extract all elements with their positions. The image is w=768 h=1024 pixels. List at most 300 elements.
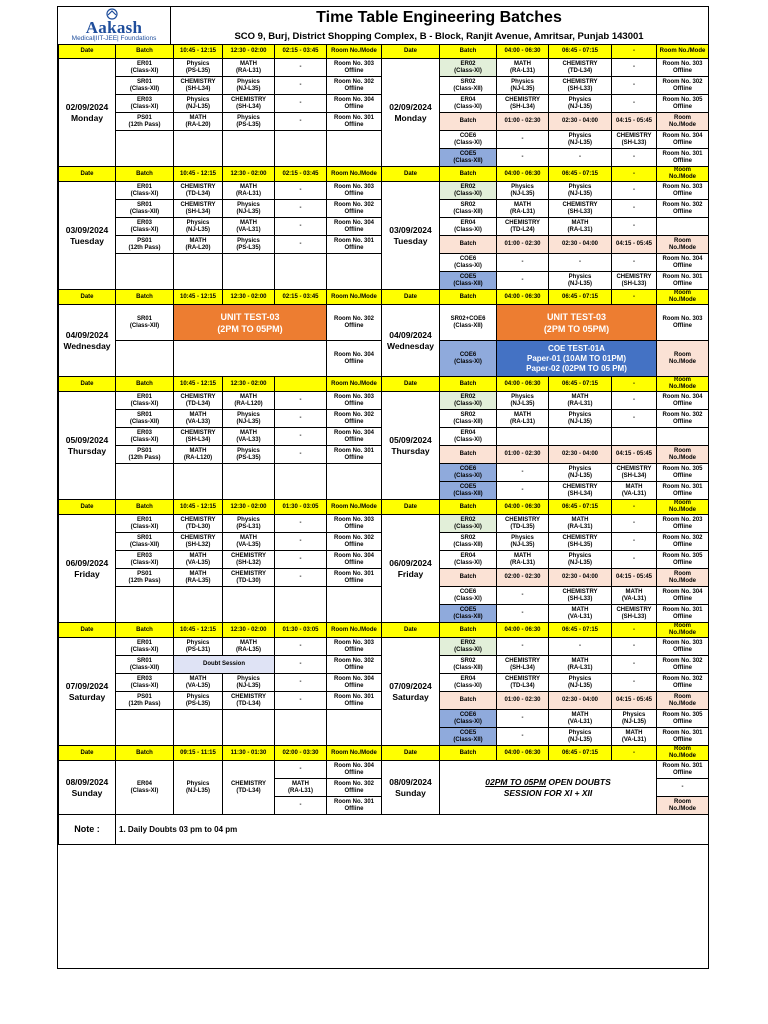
class-cell: - (549, 638, 612, 656)
batch-cell: ER02 (Class-XI) (440, 638, 497, 656)
room-cell: Room No. 303 Offline (327, 59, 382, 77)
batch-cell: COE6 (Class-XI) (440, 131, 497, 149)
column-header: 02:15 - 03:45 (275, 290, 327, 305)
column-header: Room No./Mode (657, 623, 709, 638)
table-row (59, 392, 709, 410)
empty-cell (116, 131, 174, 167)
class-cell: CHEMISTRY (SH-L34) (497, 656, 549, 674)
slot-header-cell: 01:00 - 02:30 (497, 692, 549, 710)
batch-cell: PS01 (12th Pass) (116, 236, 174, 254)
doubt-session-cell: Doubt Session (174, 656, 275, 674)
column-header: Room No./Mode (657, 500, 709, 515)
class-cell: CHEMISTRY (TD-L30) (223, 569, 275, 587)
column-header: 12:30 - 02:00 (223, 377, 275, 392)
room-cell: Room No. 301 Offline (657, 272, 709, 290)
batch-cell: ER02 (Class-XI) (440, 392, 497, 410)
class-cell: MATH (VA-L31) (612, 482, 657, 500)
day-date-cell (59, 305, 116, 377)
weekday-text: Wednesday (386, 340, 435, 351)
class-cell: Physics (NJ-L35) (174, 95, 223, 113)
weekday-text: Monday (394, 112, 427, 123)
day-header-row (59, 746, 709, 761)
class-cell: Physics (NJ-L35) (497, 182, 549, 200)
empty-cell (223, 710, 275, 746)
date-text: 04/09/2024 (389, 329, 432, 340)
room-cell: Room No. 303 Offline (327, 392, 382, 410)
weekday-text: Thursday (391, 445, 430, 456)
room-cell: Room No. 305 Offline (657, 551, 709, 569)
batch-cell: ER02 (Class-XI) (440, 59, 497, 77)
batch-cell: ER01 (Class-XI) (116, 515, 174, 533)
column-header: Batch (116, 623, 174, 638)
weekday-text: Tuesday (393, 235, 428, 246)
batch-cell: ER02 (Class-XI) (440, 182, 497, 200)
class-cell: - (612, 95, 657, 113)
day-date-cell (59, 638, 116, 746)
table-row (59, 638, 709, 656)
class-cell: - (275, 797, 327, 815)
empty-cell (174, 587, 223, 623)
empty-cell (275, 587, 327, 623)
column-header: Batch (440, 500, 497, 515)
column-header: 04:00 - 06:30 (497, 500, 549, 515)
class-cell: - (612, 533, 657, 551)
date-text: 06/09/2024 (65, 557, 109, 568)
column-header: Date (382, 377, 440, 392)
table-row (59, 59, 709, 77)
column-header: 10:45 - 12:15 (174, 623, 223, 638)
class-cell: - (275, 638, 327, 656)
room-cell: Room No. 303 Offline (657, 182, 709, 200)
class-cell: CHEMISTRY (SH-L34) (174, 428, 223, 446)
slot-header-cell: 01:00 - 02:30 (497, 446, 549, 464)
class-cell: - (275, 674, 327, 692)
column-header: 06:45 - 07:15 (549, 377, 612, 392)
batch-cell: ER03 (Class-XI) (116, 428, 174, 446)
room-cell: Room No. 301 Offline (327, 113, 382, 131)
batch-cell: ER04 (Class-XI) (440, 428, 497, 446)
class-cell: - (612, 656, 657, 674)
room-cell: Room No. 303 Offline (327, 182, 382, 200)
column-header: 01:30 - 03:05 (275, 623, 327, 638)
batch-cell: ER02 (Class-XI) (440, 515, 497, 533)
column-header: Date (382, 167, 440, 182)
column-header: 04:00 - 06:30 (497, 377, 549, 392)
class-cell: Physics (NJ-L35) (223, 674, 275, 692)
class-cell: - (497, 131, 549, 149)
class-cell: Physics (NJ-L35) (174, 761, 223, 815)
column-header: 02:00 - 03:30 (275, 746, 327, 761)
slot-header-cell: 01:00 - 02:30 (497, 236, 549, 254)
class-cell: CHEMISTRY (SH-L34) (223, 95, 275, 113)
room-cell: Room No. 304 Offline (327, 95, 382, 113)
class-cell: MATH (RA-L120) (223, 392, 275, 410)
empty-cell (116, 464, 174, 500)
class-cell: CHEMISTRY (SH-L34) (174, 200, 223, 218)
column-header: Batch (440, 45, 497, 59)
column-header: 06:45 - 07:15 (549, 500, 612, 515)
table-row (59, 515, 709, 533)
batch-cell: ER03 (Class-XI) (116, 95, 174, 113)
batch-cell: ER01 (Class-XI) (116, 638, 174, 656)
room-cell: Room No./Mode (657, 341, 709, 377)
class-cell: - (275, 182, 327, 200)
class-cell: - (497, 587, 549, 605)
batch-cell: COE5 (Class-XII) (440, 272, 497, 290)
weekday-text: Sunday (71, 787, 103, 798)
class-cell: - (275, 692, 327, 710)
weekday-text: Tuesday (70, 235, 104, 246)
room-cell: Room No. 301 Offline (327, 569, 382, 587)
batch-cell: ER04 (Class-XI) (116, 761, 174, 815)
sheet-header (58, 7, 708, 45)
batch-cell: SR02+COE6 (Class-XII) (440, 305, 497, 341)
class-cell: Physics (NJ-L35) (549, 551, 612, 569)
slot-header-cell: 02:30 - 04:00 (549, 446, 612, 464)
table-row (59, 761, 709, 779)
batch-cell: ER01 (Class-XI) (116, 392, 174, 410)
class-cell: MATH (RA-L31) (497, 410, 549, 428)
class-cell: Physics (PS-L31) (223, 515, 275, 533)
empty-cell (223, 131, 275, 167)
room-cell: Room No. 304 Offline (657, 254, 709, 272)
column-header: 12:30 - 02:00 (223, 623, 275, 638)
slot-header-cell: 04:15 - 05:45 (612, 236, 657, 254)
class-cell: CHEMISTRY (SH-L34) (612, 464, 657, 482)
room-cell: Room No. 304 Offline (657, 392, 709, 410)
slot-header-cell: Room No./Mode (657, 446, 709, 464)
column-header: Batch (116, 500, 174, 515)
slot-header-cell: Room No./Mode (657, 113, 709, 131)
batch-cell: PS01 (12th Pass) (116, 692, 174, 710)
room-cell: Room No. 303 Offline (657, 305, 709, 341)
column-header: Batch (116, 746, 174, 761)
column-header: 04:00 - 06:30 (497, 45, 549, 59)
room-cell: Room No. 301 Offline (327, 446, 382, 464)
class-cell: - (612, 551, 657, 569)
class-cell: - (612, 638, 657, 656)
class-cell: CHEMISTRY (SH-L33) (612, 272, 657, 290)
room-cell: Room No. 302 Offline (657, 533, 709, 551)
column-header: Room No./Mode (327, 45, 382, 59)
class-cell: CHEMISTRY (SH-L33) (612, 605, 657, 623)
column-header: - (612, 377, 657, 392)
slot-header-cell: 04:15 - 05:45 (612, 692, 657, 710)
unit-test-cell: UNIT TEST-03 (2PM TO 05PM) (174, 305, 327, 341)
date-text: 07/09/2024 (389, 680, 432, 691)
room-cell: Room No. 301 Offline (657, 149, 709, 167)
class-cell: - (275, 533, 327, 551)
date-text: 06/09/2024 (389, 557, 432, 568)
room-cell: Room No. 305 Offline (657, 464, 709, 482)
class-cell: CHEMISTRY (SH-L32) (223, 551, 275, 569)
column-header: Batch (440, 746, 497, 761)
slot-header-cell: Batch (440, 113, 497, 131)
column-header: - (612, 167, 657, 182)
class-cell: - (275, 515, 327, 533)
class-cell: CHEMISTRY (TD-L30) (174, 515, 223, 533)
column-header: Date (382, 746, 440, 761)
column-header: Batch (116, 290, 174, 305)
empty-cell (174, 464, 223, 500)
weekday-text: Thursday (67, 445, 107, 456)
empty-cell (174, 131, 223, 167)
class-cell: - (612, 410, 657, 428)
slot-header-cell: 02:30 - 04:00 (549, 692, 612, 710)
class-cell: CHEMISTRY (SH-L34) (497, 95, 549, 113)
batch-cell: SR01 (Class-XII) (116, 77, 174, 95)
column-header: 01:30 - 03:05 (275, 500, 327, 515)
class-cell: MATH (RA-L31) (497, 59, 549, 77)
weekday-text: Sunday (395, 787, 426, 798)
slot-header-cell: Batch (440, 692, 497, 710)
class-cell: CHEMISTRY (TD-L34) (497, 674, 549, 692)
column-header: 06:45 - 07:15 (549, 167, 612, 182)
class-cell: MATH (VA-L31) (612, 587, 657, 605)
empty-cell (174, 254, 223, 290)
room-cell: Room No. 301 Offline (327, 797, 382, 815)
class-cell: MATH (RA-L35) (174, 569, 223, 587)
class-cell: - (275, 446, 327, 464)
column-header: Date (59, 290, 116, 305)
room-cell: Room No. 302 Offline (327, 305, 382, 341)
column-header: Date (382, 623, 440, 638)
column-header: Room No./Mode (657, 377, 709, 392)
column-header: Room No./Mode (657, 290, 709, 305)
column-header: - (612, 45, 657, 59)
page-title: Time Table Engineering Batches (316, 9, 562, 26)
column-header: Date (382, 290, 440, 305)
column-header: 10:45 - 12:15 (174, 167, 223, 182)
batch-cell: ER04 (Class-XI) (440, 674, 497, 692)
column-header: 09:15 - 11:15 (174, 746, 223, 761)
column-header (275, 377, 327, 392)
class-cell: CHEMISTRY (SH-L33) (549, 77, 612, 95)
empty-cell (116, 254, 174, 290)
slot-header-cell: Batch (440, 446, 497, 464)
date-text: 07/09/2024 (65, 680, 109, 691)
batch-cell: SR01 (Class-XII) (116, 533, 174, 551)
column-header: 10:45 - 12:15 (174, 45, 223, 59)
class-cell: Physics (NJ-L35) (497, 392, 549, 410)
slot-header-cell: Batch (440, 236, 497, 254)
column-header: 02:15 - 03:45 (275, 167, 327, 182)
timetable (58, 44, 709, 845)
day-date-cell (382, 305, 440, 377)
day-date-cell (382, 182, 440, 290)
column-header: 04:00 - 06:30 (497, 167, 549, 182)
class-cell: - (275, 656, 327, 674)
class-cell: - (612, 77, 657, 95)
column-header: Date (59, 500, 116, 515)
column-header: Room No./Mode (327, 290, 382, 305)
class-cell: MATH (RA-L31) (223, 59, 275, 77)
column-header: Room No./Mode (327, 746, 382, 761)
column-header: Room No./Mode (657, 167, 709, 182)
room-cell (657, 218, 709, 236)
class-cell: MATH (VA-L35) (174, 674, 223, 692)
class-cell: - (275, 113, 327, 131)
logo-subtitle: Medical|IIT-JEE| Foundations (71, 35, 157, 42)
class-cell: CHEMISTRY (TD-L24) (497, 218, 549, 236)
column-header: Batch (116, 167, 174, 182)
class-cell: - (497, 728, 549, 746)
date-text: 03/09/2024 (389, 224, 432, 235)
batch-cell: PS01 (12th Pass) (116, 113, 174, 131)
note-text: 1. Daily Doubts 03 pm to 04 pm (116, 815, 709, 845)
room-cell: - (657, 779, 709, 797)
column-header: Batch (440, 377, 497, 392)
room-cell: Room No. 302 Offline (327, 200, 382, 218)
class-cell: - (549, 254, 612, 272)
class-cell: MATH (VA-L33) (174, 410, 223, 428)
room-cell: Room No. 305 Offline (657, 95, 709, 113)
column-header: Batch (440, 167, 497, 182)
batch-cell: SR01 (Class-XII) (116, 656, 174, 674)
open-doubts-time: 02PM TO 05PM (485, 776, 547, 787)
class-cell: Physics (PS-L35) (223, 236, 275, 254)
batch-cell: COE6 (Class-XI) (440, 587, 497, 605)
weekday-text: Wednesday (63, 340, 111, 351)
class-cell: Physics (NJ-L35) (549, 410, 612, 428)
class-cell: - (275, 569, 327, 587)
column-header: 10:45 - 12:15 (174, 500, 223, 515)
logo-brand-text: Aakash (85, 18, 143, 37)
class-cell: Physics (NJ-L35) (223, 410, 275, 428)
room-cell: Room No. 203 Offline (657, 515, 709, 533)
weekday-text: Saturday (392, 691, 429, 702)
class-cell: CHEMISTRY (SH-L35) (549, 533, 612, 551)
slot-header-cell: 02:00 - 02:30 (497, 569, 549, 587)
class-cell: MATH (VA-L33) (223, 428, 275, 446)
class-cell: MATH (RA-L35) (223, 638, 275, 656)
class-cell: MATH (RA-L31) (497, 200, 549, 218)
class-cell: CHEMISTRY (SH-L33) (549, 587, 612, 605)
batch-cell: ER04 (Class-XI) (440, 551, 497, 569)
batch-cell: COE5 (Class-XII) (440, 728, 497, 746)
batch-cell: COE6 (Class-XI) (440, 464, 497, 482)
class-cell: CHEMISTRY (TD-L34) (174, 182, 223, 200)
class-cell: - (275, 59, 327, 77)
class-cell: - (497, 605, 549, 623)
class-cell: - (275, 77, 327, 95)
batch-cell: SR01 (Class-XII) (116, 200, 174, 218)
class-cell: Physics (NJ-L35) (549, 131, 612, 149)
class-cell: MATH (RA-L31) (549, 515, 612, 533)
class-cell: MATH (VA-L35) (223, 533, 275, 551)
class-cell: - (497, 149, 549, 167)
slot-header-cell: 02:30 - 04:00 (549, 569, 612, 587)
class-cell: MATH (RA-L31) (497, 551, 549, 569)
batch-cell: SR01 (Class-XII) (116, 305, 174, 341)
room-cell: Room No. 302 Offline (657, 410, 709, 428)
column-header: Room No./Mode (327, 500, 382, 515)
day-date-cell (59, 59, 116, 167)
column-header: 04:00 - 06:30 (497, 746, 549, 761)
empty-cell (275, 254, 327, 290)
class-cell: MATH (RA-L20) (174, 113, 223, 131)
class-cell: MATH (VA-L31) (549, 710, 612, 728)
class-cell: - (275, 428, 327, 446)
class-cell: - (549, 149, 612, 167)
class-cell: MATH (RA-L120) (174, 446, 223, 464)
class-cell: - (275, 392, 327, 410)
batch-cell: SR02 (Class-XII) (440, 200, 497, 218)
class-cell: - (275, 218, 327, 236)
class-cell: - (275, 95, 327, 113)
open-doubts-text: OPEN DOUBTS SESSION FOR XI + XII (503, 776, 611, 798)
empty-cell (327, 587, 382, 623)
weekday-text: Monday (70, 112, 104, 123)
batch-cell: ER01 (Class-XI) (116, 182, 174, 200)
batch-cell: SR02 (Class-XII) (440, 410, 497, 428)
class-cell: - (275, 551, 327, 569)
batch-cell: ER03 (Class-XI) (116, 674, 174, 692)
class-cell: - (275, 236, 327, 254)
column-header: - (612, 290, 657, 305)
column-header: Batch (440, 623, 497, 638)
class-cell: Physics (NJ-L35) (497, 77, 549, 95)
column-header: 06:45 - 07:15 (549, 746, 612, 761)
room-cell: Room No. 304 Offline (657, 131, 709, 149)
day-date-cell (59, 515, 116, 623)
empty-cell (223, 464, 275, 500)
column-header: Room No./Mode (327, 167, 382, 182)
batch-cell: SR02 (Class-XII) (440, 77, 497, 95)
day-header-row (59, 623, 709, 638)
slot-header-cell: Room No./Mode (657, 692, 709, 710)
class-cell: CHEMISTRY (SH-L33) (549, 200, 612, 218)
weekday-text: Saturday (68, 691, 106, 702)
column-header: Batch (440, 290, 497, 305)
open-doubts-cell (440, 761, 657, 815)
date-text: 05/09/2024 (389, 434, 432, 445)
class-cell: Physics (NJ-L35) (612, 710, 657, 728)
empty-cell (223, 587, 275, 623)
empty-cell (174, 341, 327, 377)
batch-cell: SR01 (Class-XII) (116, 410, 174, 428)
column-header: - (612, 746, 657, 761)
batch-cell: COE5 (Class-XII) (440, 482, 497, 500)
batch-cell: ER03 (Class-XI) (116, 218, 174, 236)
class-cell: - (497, 254, 549, 272)
room-cell: Room No. 303 Offline (327, 515, 382, 533)
date-text: 08/09/2024 (389, 776, 432, 787)
empty-cell (327, 710, 382, 746)
class-cell: - (612, 200, 657, 218)
column-header: 10:45 - 12:15 (174, 290, 223, 305)
room-cell: Room No. 301 Offline (657, 482, 709, 500)
room-cell (657, 428, 709, 446)
room-cell: Room No. 304 Offline (657, 587, 709, 605)
batch-cell: PS01 (12th Pass) (116, 569, 174, 587)
column-header: 06:45 - 07:15 (549, 45, 612, 59)
batch-cell: PS01 (12th Pass) (116, 446, 174, 464)
class-cell: MATH (RA-L31) (223, 182, 275, 200)
room-cell: Room No. 301 Offline (657, 728, 709, 746)
column-header: 04:00 - 06:30 (497, 290, 549, 305)
column-header: 11:30 - 01:30 (223, 746, 275, 761)
batch-cell: SR02 (Class-XII) (440, 533, 497, 551)
day-date-cell (59, 392, 116, 500)
slot-header-cell: 04:15 - 05:45 (612, 113, 657, 131)
slot-header-cell: 04:15 - 05:45 (612, 569, 657, 587)
class-cell: CHEMISTRY (SH-L32) (174, 533, 223, 551)
class-cell: - (612, 149, 657, 167)
empty-cell (174, 710, 223, 746)
batch-cell: COE5 (Class-XII) (440, 149, 497, 167)
column-header: Date (59, 746, 116, 761)
